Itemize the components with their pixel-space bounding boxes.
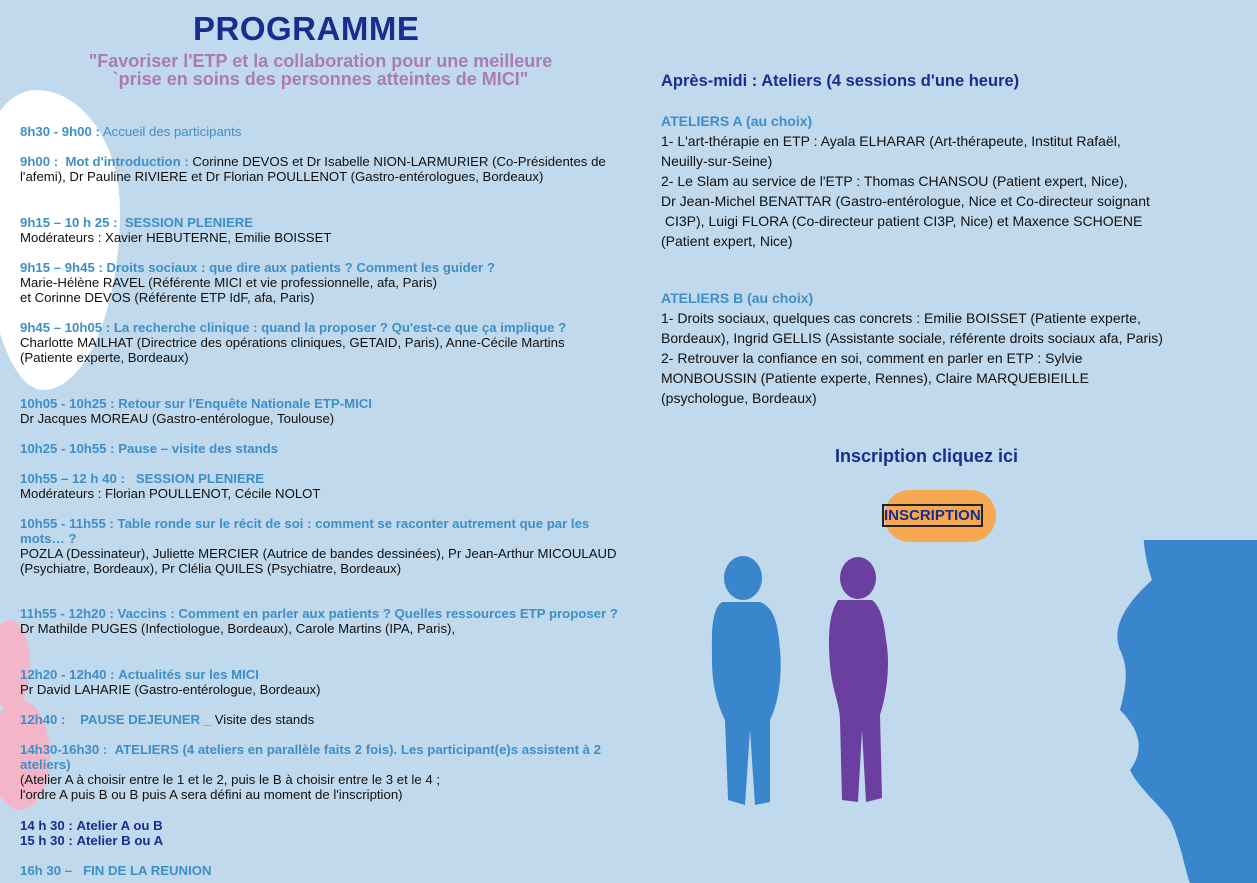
program-item: 14h30-16h30 : ATELIERS (4 ateliers en parallèle faits 2 fois). Les participant(e)s assistent à 2 ateliers) (Atelier A à choisir entre le 1 et le 2, puis le B à choisir entre le 3 et le 4 ; l'ordre A puis B ou B puis A sera défini au moment de l'inscription) — [20, 742, 601, 802]
program-item: 12h40 : PAUSE DEJEUNER _ Visite des stands — [20, 712, 315, 727]
program-item: 11h55 - 12h20 : Vaccins : Comment en parler aux patients ? Quelles ressources ETP proposer ? Dr Mathilde PUGES (Infectiologue, Bordeaux), Carole Martins (IPA, Paris), — [20, 606, 618, 636]
head-profile-illustration — [1117, 540, 1257, 883]
registration-label: Inscription cliquez ici — [835, 446, 1019, 466]
program-item: 9h00 : Mot d'introduction : Corinne DEVOS et Dr Isabelle NION-LARMURIER (Co-Présidentes de l'afemi), Dr Pauline RIVIERE et Dr Florian POULLENOT (Gastro-entérologues, Bordeaux) — [20, 154, 606, 184]
program-item: 10h55 - 11h55 : Table ronde sur le récit de soi : comment se raconter autrement que par les mots… ? POZLA (Dessinateur), Juliette MERCIER (Autrice de bandes dessinées), Pr Jean-Arthur MICOULAUD (Psychiatre, Bordeaux), Pr Clélia QUILES (Psychiatre, Bordeaux) — [20, 516, 617, 576]
person-purple-illustration — [829, 557, 888, 802]
program-item: 10h55 – 12 h 40 : SESSION PLENIERE Modérateurs : Florian POULLENOT, Cécile NOLOT — [20, 471, 321, 501]
program-item: 9h45 – 10h05 : La recherche clinique : quand la proposer ? Qu'est-ce que ça implique ? Charlotte MAILHAT (Directrice des opérations cliniques, GETAID, Paris), Anne-Cécile Martins (Patiente experte, Bordeaux) — [20, 320, 567, 365]
program-item: 9h15 – 10 h 25 : SESSION PLENIERE Modérateurs : Xavier HEBUTERNE, Emilie BOISSET — [20, 215, 332, 245]
workshop-a: ATELIERS A (au choix) 1- L'art-thérapie en ETP : Ayala ELHARAR (Art-thérapeute, Institut Rafaël, Neuilly-sur-Seine) 2- Le Slam au service de l'ETP : Thomas CHANSOU (Patient expert, Nice), Dr Jean-Michel BENATTAR (Gastro-entérologue, Nice et Co-directeur soignant CI3P), Luigi FLORA (Co-directeur patient CI3P, Nice) et Maxence SCHOENE (Patient expert, Nice) — [661, 113, 1150, 249]
registration-button[interactable]: INSCRIPTION — [882, 504, 983, 527]
program-item: 10h25 - 10h55 : Pause – visite des stands — [20, 441, 279, 456]
program-item: 16h 30 – FIN DE LA REUNION — [20, 863, 212, 878]
program-item: 10h05 - 10h25 : Retour sur l'Enquête Nationale ETP-MICI Dr Jacques MOREAU (Gastro-entérologue, Toulouse) — [20, 396, 372, 426]
program-item: 14 h 30 : Atelier A ou B 15 h 30 : Atelier B ou A — [20, 818, 164, 848]
program-item: 9h15 – 9h45 : Droits sociaux : que dire aux patients ? Comment les guider ? Marie-Hélène RAVEL (Référente MICI et vie professionnelle, afa, Paris) et Corinne DEVOS (Référente ETP IdF, afa, Paris) — [20, 260, 495, 305]
program-item: 12h20 - 12h40 : Actualités sur les MICI Pr David LAHARIE (Gastro-entérologue, Bordeaux) — [20, 667, 321, 697]
program-item: 8h30 - 9h00 : Accueil des participants — [20, 124, 242, 139]
page-title: PROGRAMME — [193, 10, 420, 47]
workshop-b: ATELIERS B (au choix) 1- Droits sociaux, quelques cas concrets : Emilie BOISSET (Patiente experte, Bordeaux), Ingrid GELLIS (Assistante sociale, référente droits sociaux afa, Paris) 2- Retrouver la confiance en soi, comment en parler en ETP : Sylvie MONBOUSSIN (Patiente experte, Rennes), Claire MARQUEBIEILLE (psychologue, Bordeaux) — [661, 290, 1163, 406]
afternoon-title: Après-midi : Ateliers (4 sessions d'une heure) — [661, 72, 1020, 90]
page-subtitle: "Favoriser l'ETP et la collaboration pour une meilleure `prise en soins des personnes atteintes de MICI" — [88, 51, 553, 89]
people-illustration — [700, 540, 1257, 883]
person-blue-illustration — [712, 556, 781, 805]
